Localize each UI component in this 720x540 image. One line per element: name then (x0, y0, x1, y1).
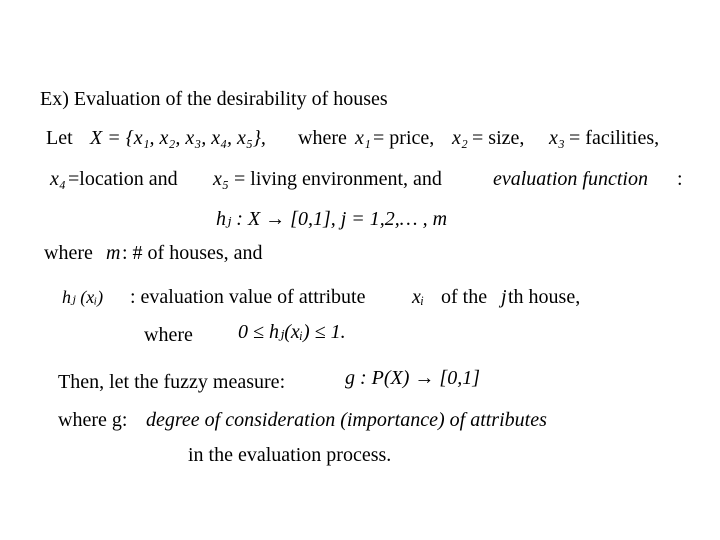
x1-definition: = price, (373, 127, 435, 149)
range-formula: 0 ≤ hⱼ(xᵢ) ≤ 1. (238, 321, 346, 343)
th-house-text: th house, (508, 286, 581, 308)
x2-definition: = size, (472, 127, 525, 149)
x3-definition: = facilities, (569, 127, 660, 149)
last-line: in the evaluation process. (188, 444, 392, 466)
evaluation-function-formula: hⱼ : X → [0,1], j = 1,2,… , m (216, 208, 448, 230)
of-the-text: of the (441, 286, 488, 308)
set-definition-formula: X = {x₁, x₂, x₃, x₄, x₅}, (90, 127, 266, 149)
x4-symbol: x₄ (50, 168, 66, 190)
xi-symbol: xᵢ (412, 286, 425, 308)
m-variable: m (106, 242, 121, 264)
slide-title: Ex) Evaluation of the desirability of houses (40, 88, 388, 110)
x5-definition: = living environment, and (234, 168, 442, 190)
j-variable: j (501, 286, 507, 308)
x4-definition: =location and (68, 168, 178, 190)
evaluation-value-text: : evaluation value of attribute (130, 286, 366, 308)
x5-symbol: x₅ (213, 168, 229, 190)
colon: : (677, 168, 683, 190)
where-word: where (298, 127, 347, 149)
x2-symbol: x₂ (452, 127, 468, 149)
g-description: degree of consideration (importance) of attributes (146, 409, 547, 431)
hj-symbol: hⱼ (xᵢ) (62, 287, 104, 307)
let-word: Let (46, 127, 73, 149)
where-m-prefix: where (44, 242, 93, 264)
g-formula: g : P(X) → [0,1] (345, 367, 480, 389)
where-word-2: where (144, 324, 193, 346)
x3-symbol: x₃ (549, 127, 565, 149)
where-g-prefix: where g: (58, 409, 128, 431)
then-text: Then, let the fuzzy measure: (58, 371, 286, 393)
where-m-suffix: : # of houses, and (122, 242, 263, 264)
x1-symbol: x₁ (355, 127, 371, 149)
evaluation-function-phrase: evaluation function (493, 168, 648, 190)
